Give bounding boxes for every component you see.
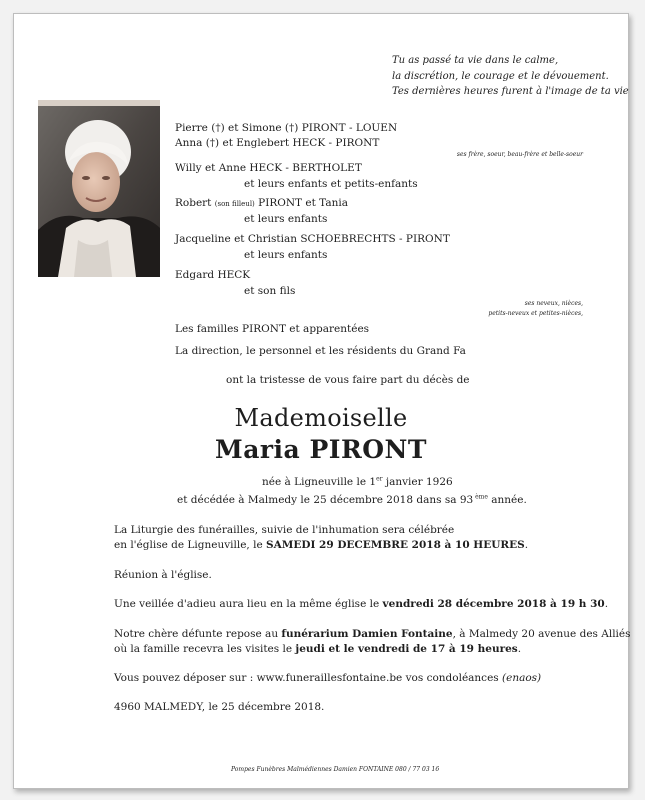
deceased-name: Maria PIRONT — [215, 435, 427, 464]
note-nephews-1: ses neveux, nièces, — [524, 300, 583, 307]
birth-text: née à Ligneuville le 1 — [262, 476, 377, 488]
footer-funeral-home: Pompes Funèbres Malmédiennes Damien FONTAINE 080 / 77 03 16 — [231, 766, 440, 773]
rest-line-1 — [114, 628, 631, 640]
family-line-7: Jacqueline et Christian SCHOEBRECHTS - PIRONT — [175, 233, 450, 245]
note-siblings: ses frère, soeur, beau-frère et belle-soeur — [456, 151, 583, 158]
birth-sup: er — [376, 475, 383, 483]
liturgy-line-1: La Liturgie des funérailles, suivie de l'inhumation sera célébrée — [114, 524, 455, 536]
death-year: année. — [487, 494, 527, 506]
vigil-datetime: vendredi 28 décembre 2018 à 19 h 30 — [382, 598, 605, 610]
visits-hours: jeudi et le vendredi de 17 à 19 heures — [295, 643, 518, 655]
note-nephews-2: petits-neveux et petites-nièces, — [488, 310, 583, 317]
liturgy-line-2 — [114, 539, 528, 551]
family-line-5 — [175, 197, 348, 209]
birth-date: janvier 1926 — [382, 476, 453, 488]
family-line-5-name: Robert — [175, 197, 215, 209]
family-line-1: Pierre (†) et Simone (†) PIRONT - LOUEN — [175, 122, 398, 134]
family-line-3: Willy et Anne HECK - BERTHOLET — [175, 162, 362, 174]
announcement: ont la tristesse de vous faire part du décès de — [226, 374, 470, 386]
deceased-title: Mademoiselle — [234, 404, 408, 432]
vigil-text: Une veillée d'adieu aura lieu en la même église le — [114, 598, 383, 610]
family-line-4: et leurs enfants et petits-enfants — [244, 178, 418, 190]
visits-end: . — [517, 643, 522, 655]
rest-address: , à Malmedy 20 avenue des Alliés — [452, 628, 631, 640]
reunion-line: Réunion à l'église. — [114, 569, 212, 581]
family-line-9: Edgard HECK — [175, 269, 251, 281]
obituary-card — [13, 13, 629, 789]
family-line-10: et son fils — [244, 285, 296, 297]
funeral-home: funérarium Damien Fontaine — [281, 628, 453, 640]
family-line-8: et leurs enfants — [244, 249, 328, 261]
family-line-6: et leurs enfants — [244, 213, 328, 225]
poem-line-1: Tu as passé ta vie dans le calme, — [392, 55, 559, 66]
vigil-end: . — [604, 598, 609, 610]
visits-text: où la famille recevra les visites le — [114, 643, 296, 655]
family-line-12: La direction, le personnel et les résidents du Grand Fa — [175, 345, 466, 357]
liturgy-datetime: SAMEDI 29 DECEMBRE 2018 à 10 HEURES — [266, 539, 525, 551]
condolences-line — [114, 672, 541, 684]
place-date: 4960 MALMEDY, le 25 décembre 2018. — [114, 701, 325, 713]
rest-line-2 — [114, 643, 521, 655]
liturgy-end: . — [524, 539, 529, 551]
family-line-11: Les familles PIRONT et apparentées — [175, 323, 370, 335]
poem-line-3: Tes dernières heures furent à l'image de ta vie — [392, 86, 629, 97]
death-sup: ème — [473, 493, 488, 501]
family-line-5-rest: PIRONT et Tania — [254, 197, 348, 209]
death-line — [177, 494, 527, 506]
condolences-text: Vous pouvez déposer sur : www.funeraillesfontaine.be vos condoléances — [114, 672, 503, 684]
condolences-platform: (enaos) — [502, 672, 542, 684]
birth-line — [262, 476, 453, 488]
godson-note: (son filleul) — [214, 200, 255, 208]
rest-text: Notre chère défunte repose au — [114, 628, 282, 640]
portrait-photo — [38, 100, 160, 277]
family-line-2: Anna (†) et Englebert HECK - PIRONT — [175, 137, 380, 149]
death-text: et décédée à Malmedy le 25 décembre 2018 dans sa 93 — [177, 494, 474, 506]
vigil-line — [114, 598, 608, 610]
liturgy-place: en l'église de Ligneuville, le — [114, 539, 267, 551]
poem-line-2: la discrétion, le courage et le dévouement. — [392, 70, 609, 82]
poem — [392, 53, 629, 100]
